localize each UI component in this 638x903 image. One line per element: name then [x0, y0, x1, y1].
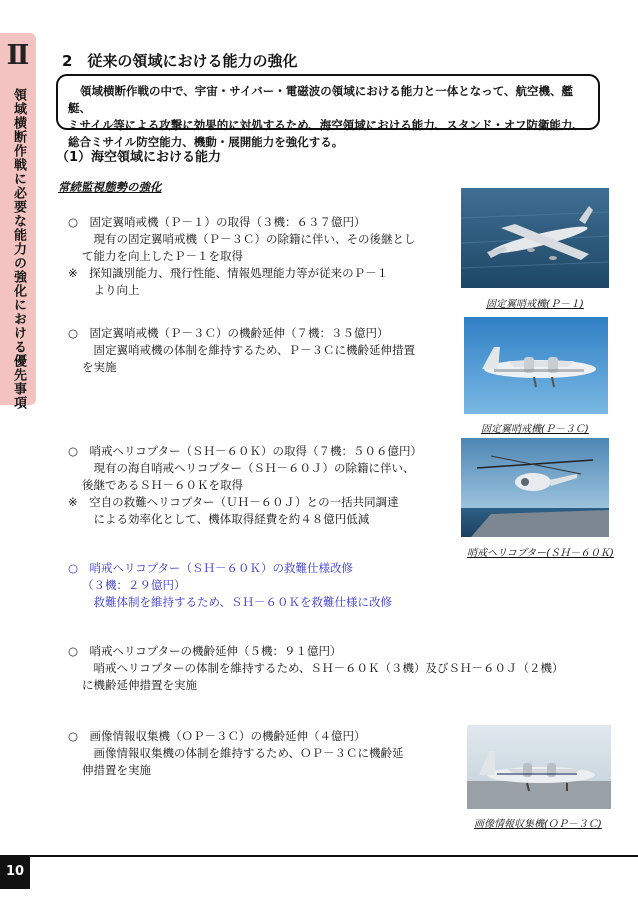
sh60k-helicopter-photo [461, 438, 609, 537]
item-title: ○ 哨戒ヘリコプター（ＳＨ－６０Ｋ）の取得（７機：５０６億円） [68, 444, 422, 458]
item-text: 後継であるＳＨ－６０Ｋを取得 [82, 478, 243, 492]
item-text: て能力を向上したＰ－１を取得 [82, 249, 243, 263]
item-text: 現有の海自哨戒ヘリコプター（ＳＨ－６０Ｊ）の除籍に伴い、 [82, 461, 415, 475]
budget-item [68, 214, 416, 299]
summary-line: 総合ミサイル防空能力、機動・展開能力を強化する。 [68, 135, 344, 149]
item-title: ○ 画像情報収集機（ＯＰ－３Ｃ）の機齢延伸（４億円） [68, 729, 366, 743]
item-title: ○ 固定翼哨戒機（Ｐ－３Ｃ）の機齢延伸（７機：３５億円） [68, 326, 389, 340]
summary-line: 領域横断作戦の中で、宇宙・サイバー・電磁波の領域における能力と一体となって、航空機、艦艇、 [68, 84, 573, 115]
photo-caption: 哨戒ヘリコプター(ＳＨ－６０Ｋ) [467, 548, 614, 559]
budget-item [68, 643, 564, 694]
p3c-aircraft-photo [464, 317, 608, 414]
op3c-aircraft-photo [467, 725, 611, 809]
photo-caption: 固定翼哨戒機(Ｐ－１) [486, 299, 584, 310]
item-title: ○ 固定翼哨戒機（Ｐ－１）の取得（３機：６３７億円） [68, 215, 366, 229]
item-note: より向上 [82, 283, 140, 297]
chapter-numeral: Ⅱ [6, 40, 30, 71]
section-title: 2 従来の領域における能力の強化 [62, 52, 298, 70]
item-note: による効率化として、機体取得経費を約４８億円低減 [82, 512, 370, 526]
item-text: 現有の固定翼哨戒機（Ｐ－３Ｃ）の除籍に伴い、その後継とし [82, 232, 416, 246]
item-text: 伸措置を実施 [82, 763, 151, 777]
item-note: ※ 空自の救難ヘリコプター（ＵＨ－６０Ｊ）との一括共同調達 [68, 495, 399, 509]
item-note: ※ 探知識別能力、飛行性能、情報処理能力等が従来のＰ－１ [68, 266, 389, 280]
item-text: （３機：２９億円） [82, 578, 186, 592]
subsection-title: （1）海空領域における能力 [56, 150, 222, 165]
budget-item-highlighted [68, 560, 392, 611]
item-text: 哨戒ヘリコプターの体制を維持するため、ＳＨ－６０Ｋ（３機）及びＳＨ－６０Ｊ（２機） [82, 661, 564, 675]
budget-item [68, 443, 422, 528]
item-title: ○ 哨戒ヘリコプターの機齢延伸（５機：９１億円） [68, 644, 342, 658]
page-number: 10 [0, 857, 30, 889]
item-text: を実施 [82, 360, 117, 374]
chapter-title: 領域横断作戦に必要な能力の強化における優先事項 [11, 88, 26, 410]
item-text: 画像情報収集機の体制を維持するため、ＯＰ－３Ｃに機齢延 [82, 746, 404, 760]
item-text: 固定翼哨戒機の体制を維持するため、Ｐ－３Ｃに機齢延伸措置 [82, 343, 416, 357]
summary-box [56, 74, 600, 149]
budget-item [68, 728, 404, 779]
item-title: ○ 哨戒ヘリコプター（ＳＨ－６０Ｋ）の救難仕様改修 [68, 561, 353, 575]
photo-caption: 固定翼哨戒機(Ｐ－３Ｃ) [481, 424, 589, 435]
summary-line: ミサイル等による攻撃に効果的に対処するため、海空領域における能力、スタンド・オフ防衛能力、 [68, 118, 584, 132]
topic-heading: 常続監視態勢の強化 [58, 180, 162, 194]
item-text: 救難体制を維持するため、ＳＨ－６０Ｋを救難仕様に改修 [82, 595, 393, 609]
footer-rule [0, 855, 638, 857]
item-text: に機齢延伸措置を実施 [82, 678, 197, 692]
p1-aircraft-photo [461, 188, 609, 288]
budget-item [68, 325, 415, 376]
photo-caption: 画像情報収集機(ＯＰ－３Ｃ) [474, 819, 602, 830]
